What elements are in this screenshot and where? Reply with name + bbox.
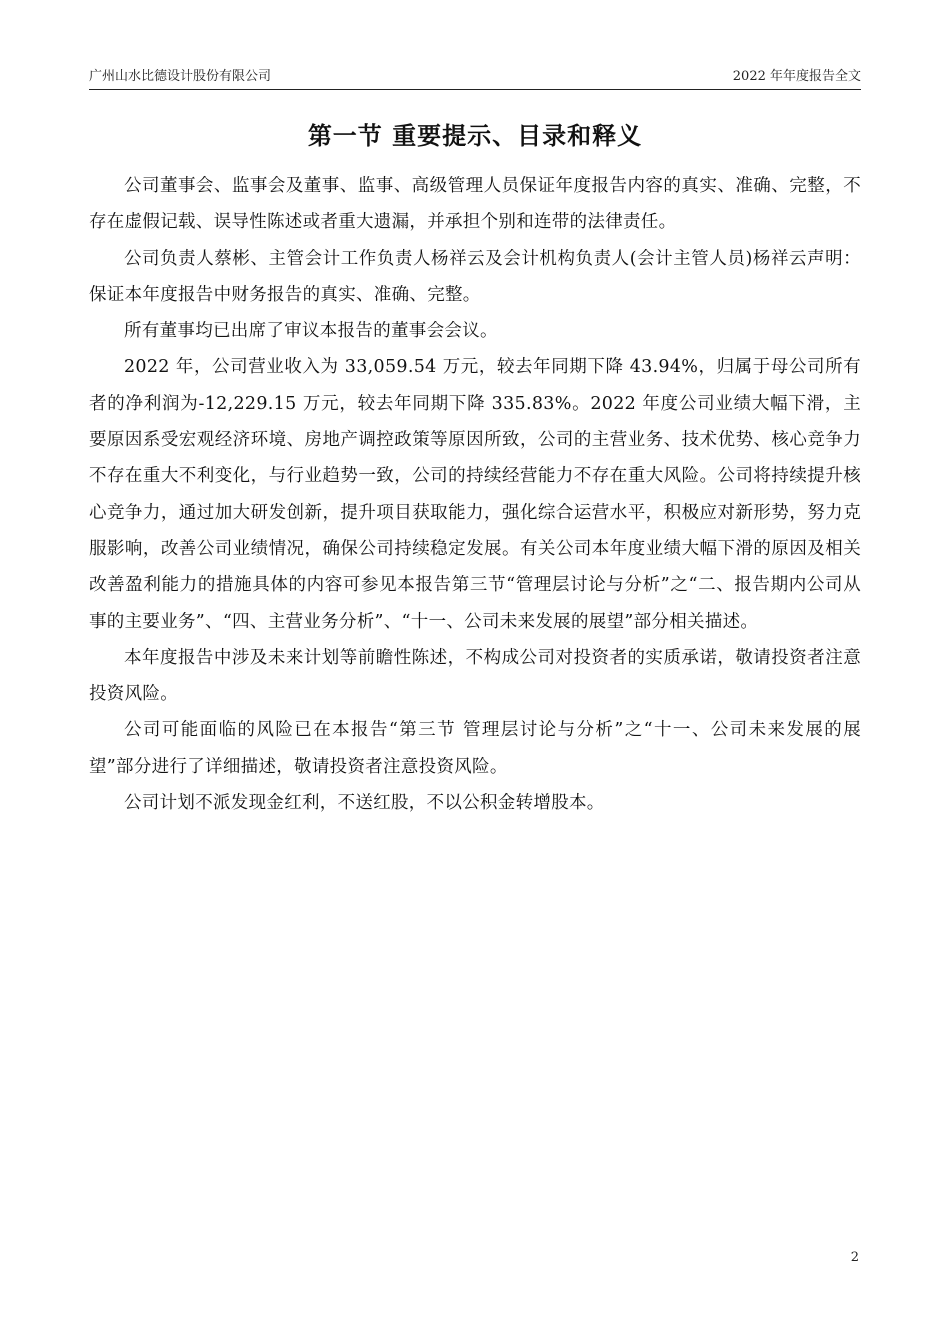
- header-company-name: 广州山水比德设计股份有限公司: [89, 69, 272, 84]
- paragraph-board-attendance: 所有董事均已出席了审议本报告的董事会会议。: [124, 321, 498, 342]
- paragraph-performance-summary: 2022 年，公司营业收入为 33,059.54 万元，较去年同期下降 43.94%，归属于母公司所有者的净利润为-12,229.15 万元，较去年同期下降 335.83%。2022 年度公司业绩大幅下滑，主要原因系受宏观经济环境、房地产调控政策等原因所致，公司的主营业务、技术优势、核心竞争力不存在重大不利变化，与行业趋势一致，公司的持续经营能力不存在重大风险。公司将持续提升核心竞争力，通过加大研发创新，提升项目获取能力，强化综合运营水平，积极应对新形势，努力克服影响，改善公司业绩情况，确保公司持续稳定发展。有关公司本年度业绩大幅下滑的原因及相关改善盈利能力的措施具体的内容可参见本报告第三节“管理层讨论与分析”之“二、报告期内公司从事的主要业务”、“四、主营业务分析”、“十一、公司未来发展的展望”部分相关描述。: [89, 357, 861, 632]
- paragraph-forward-looking-statement: 本年度报告中涉及未来计划等前瞻性陈述，不构成公司对投资者的实质承诺，敬请投资者注意投资风险。: [89, 647, 861, 705]
- page-header: [89, 67, 861, 90]
- paragraph-dividend-plan: 公司计划不派发现金红利，不送红股，不以公积金转增股本。: [124, 793, 605, 814]
- header-report-title: 2022 年年度报告全文: [732, 69, 861, 84]
- body-content: [89, 168, 861, 821]
- paragraph-responsibility-statement: 公司董事会、监事会及董事、监事、高级管理人员保证年度报告内容的真实、准确、完整，不存在虚假记载、误导性陈述或者重大遗漏，并承担个别和连带的法律责任。: [89, 176, 861, 233]
- section-title: 第一节 重要提示、目录和释义: [307, 121, 643, 150]
- paragraph-financial-statement-declaration: 公司负责人蔡彬、主管会计工作负责人杨祥云及会计机构负责人(会计主管人员)杨祥云声明：保证本年度报告中财务报告的真实、准确、完整。: [89, 248, 861, 305]
- paragraph-risk-notice: 公司可能面临的风险已在本报告“第三节 管理层讨论与分析”之“十一、公司未来发展的展望”部分进行了详细描述，敬请投资者注意投资风险。: [89, 720, 861, 777]
- page-number: 2: [850, 1250, 859, 1265]
